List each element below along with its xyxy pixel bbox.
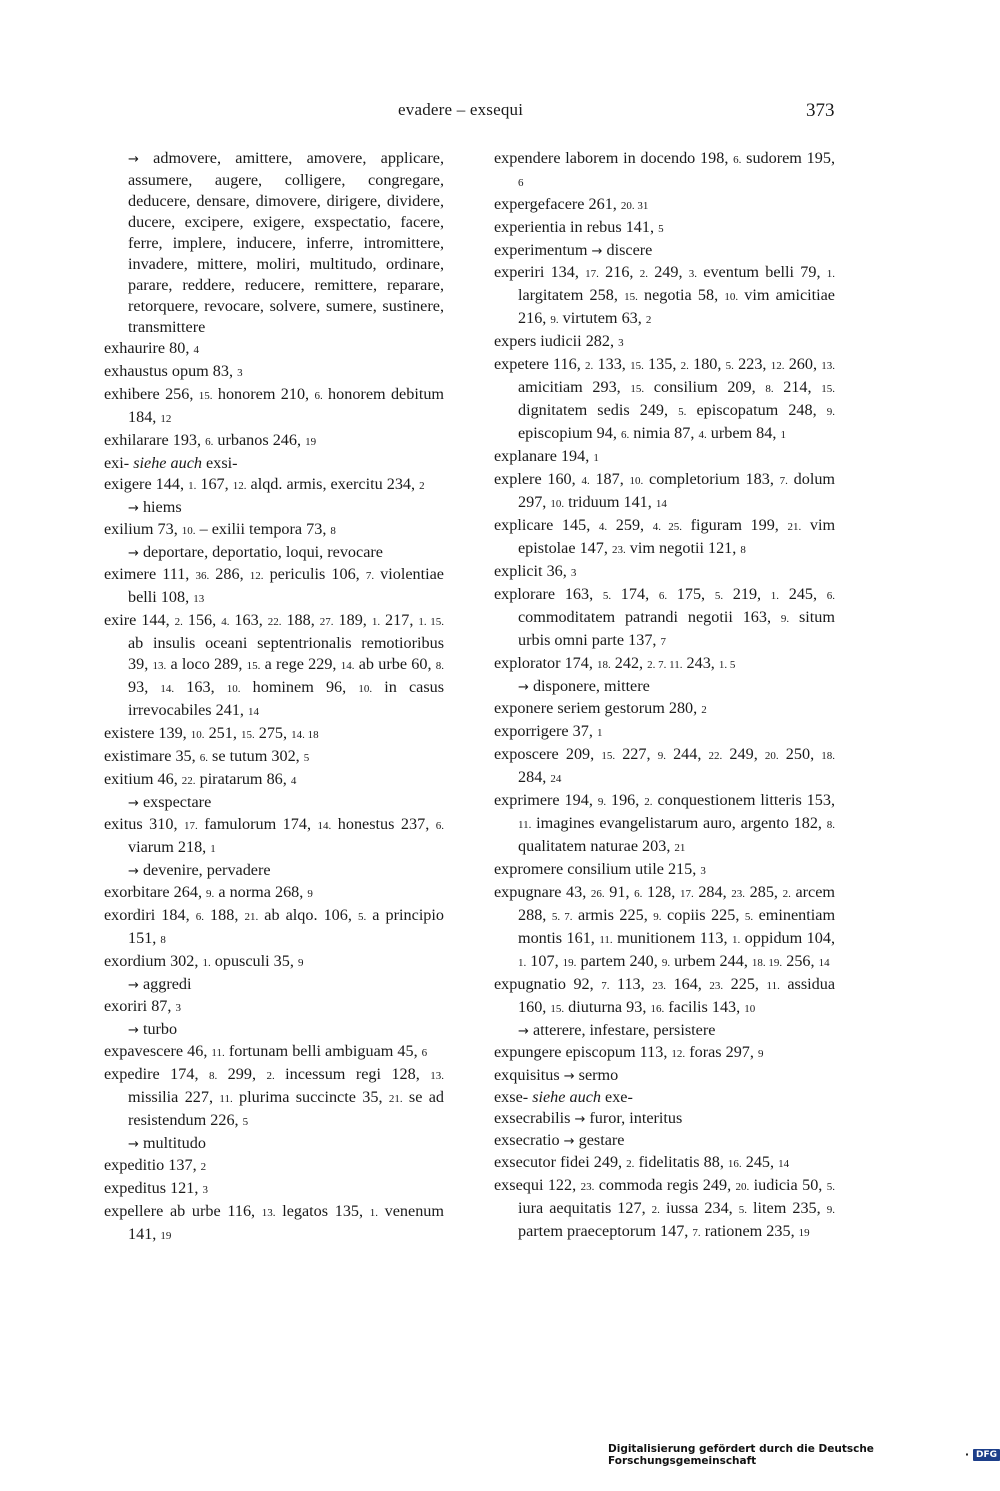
index-entry: exhaustus opum 83, 3 [104,362,243,380]
index-entry: exse- siehe auch exe- [494,1088,633,1106]
index-entry: exigere 144, 1. 167, 12. alqd. armis, exercitu 234, 2 [104,475,425,493]
index-entry: expetere 116, 2. 133, 15. 135, 2. 180, 5. 223, 12. 260, 13. amicitiam 293, 15. consilium 209, 8. 214, 15. dignitatem sedis 249, 5. episcopatum 248, 9. episcopium 94, 6. nimia 87, 4. urbem 84, 1 [494,355,835,442]
running-head: evadere – exsequi [398,100,524,119]
index-entry: expellere ab urbe 116, 13. legatos 135, 1. venenum 141, 19 [104,1202,444,1243]
index-entry: explorator 174, 18. 242, 2. 7. 11. 243, 1. 5 [494,654,736,672]
index-column-left [104,148,444,1247]
index-cross-reference: → hiems [128,498,182,516]
index-entry: expungere episcopum 113, 12. foras 297, 9 [494,1043,764,1061]
index-cross-reference: → devenire, pervadere [128,861,271,879]
index-entry: exitium 46, 22. piratarum 86, 4 [104,770,297,788]
index-cross-reference: → turbo [128,1020,178,1038]
index-entry: expendere laborem in docendo 198, 6. sudorem 195, 6 [494,149,835,189]
index-entry: exponere seriem gestorum 280, 2 [494,699,707,717]
index-entry: expergefacere 261, 20. 31 [494,195,649,213]
index-entry: explicit 36, 3 [494,562,577,580]
index-entry: exporrigere 37, 1 [494,722,603,740]
index-entry: exoriri 87, 3 [104,997,181,1015]
index-entry: exsecratio → gestare [494,1131,625,1149]
index-entry: expromere consilium utile 215, 3 [494,860,706,878]
index-entry: exsecrabilis → furor, interitus [494,1109,683,1127]
index-entry: expugnare 43, 26. 91, 6. 128, 17. 284, 23. 285, 2. arcem 288, 5. 7. armis 225, 9. copiis 225, 5. eminentiam montis 161, 11. munitionem 113, 1. oppidum 104, 1. 107, 19. partem 240, 9. urbem 244, 18. 19. 256, 14 [494,883,836,970]
index-entry: expeditus 121, 3 [104,1179,208,1197]
index-entry: experimentum → discere [494,241,653,259]
index-entry: exordiri 184, 6. 188, 21. ab alqo. 106, 5. a principio 151, 8 [104,906,444,947]
index-cross-reference: → admovere, amittere, amovere, applicare, assumere, augere, colligere, congregare, deducere, densare, dimovere, dirigere, dividere, ducere, excipere, exigere, exspectatio, facere, ferre, implere, inducere, inferre, intromittere, invadere, mittere, moliri, multitudo, ordinare, parare, reddere, reducere, remittere, reparare, retorquere, revocare, solvere, sumere, sustinere, transmittere [128,149,444,336]
index-entry: exilium 73, 10. – exilii tempora 73, 8 [104,520,336,538]
index-cross-reference: → atterere, infestare, persistere [518,1021,716,1039]
footer-text: Digitalisierung gefördert durch die Deutsche Forschungsgemeinschaft [608,1443,874,1467]
index-cross-reference: → deportare, deportatio, loqui, revocare [128,543,383,561]
page-number: 373 [806,100,835,121]
index-entry: existere 139, 10. 251, 15. 275, 14. 18 [104,724,319,742]
index-entry: expavescere 46, 11. fortunam belli ambiguam 45, 6 [104,1042,428,1060]
index-entry: expugnatio 92, 7. 113, 23. 164, 23. 225, 11. assidua 160, 15. diuturna 93, 16. facilis 143, 10 [494,975,836,1016]
index-entry: exquisitus → sermo [494,1066,619,1084]
index-entry: expedire 174, 8. 299, 2. incessum regi 128, 13. missilia 227, 11. plurima succincte 35, 21. se ad resistendum 226, 5 [104,1065,444,1129]
index-entry: explere 160, 4. 187, 10. completorium 183, 7. dolum 297, 10. triduum 141, 14 [494,470,836,511]
index-entry: existimare 35, 6. se tutum 302, 5 [104,747,310,765]
index-entry: exhibere 256, 15. honorem 210, 6. honorem debitum 184, 12 [104,385,445,426]
index-cross-reference: → multitudo [128,1134,206,1152]
index-column-right [494,148,835,1244]
index-entry: exhaurire 80, 4 [104,339,199,357]
index-entry: exhilarare 193, 6. urbanos 246, 19 [104,431,317,449]
index-entry: exprimere 194, 9. 196, 2. conquestionem litteris 153, 11. imagines evangelistarum auro, argento 182, 8. qualitatem naturae 203, 21 [494,791,836,855]
index-entry: explicare 145, 4. 259, 4. 25. figuram 199, 21. vim epistolae 147, 23. vim negotii 121, 8 [494,516,836,557]
index-entry: eximere 111, 36. 286, 12. periculis 106, 7. violentiae belli 108, 13 [104,565,444,606]
index-cross-reference: → exspectare [128,793,212,811]
index-entry: exposcere 209, 15. 227, 9. 244, 22. 249, 20. 250, 18. 284, 24 [494,745,836,786]
dfg-logo: DFG [973,1449,1000,1461]
index-entry: exitus 310, 17. famulorum 174, 14. honestus 237, 6. viarum 218, 1 [104,815,444,856]
index-entry: explanare 194, 1 [494,447,599,465]
index-entry: exordium 302, 1. opusculi 35, 9 [104,952,304,970]
index-entry: exi- siehe auch exsi- [104,454,238,472]
footer-credit: Digitalisierung gefördert durch die Deutsche Forschungsgemeinschaft · DFG [608,1443,1000,1467]
index-entry: exire 144, 2. 156, 4. 163, 22. 188, 27. 189, 1. 217, 1. 15. ab insulis oceani septentrionalis remotioribus 39, 13. a loco 289, 15. a rege 229, 14. ab urbe 60, 8. 93, 14. 163, 10. hominem 96, 10. in casus irrevocabiles 241, 14 [104,611,445,719]
index-entry: expeditio 137, 2 [104,1156,207,1174]
index-entry: experiri 134, 17. 216, 2. 249, 3. eventum belli 79, 1. largitatem 258, 15. negotia 58, 10. vim amicitiae 216, 9. virtutem 63, 2 [494,263,835,327]
index-cross-reference: → disponere, mittere [518,677,650,695]
index-entry: explorare 163, 5. 174, 6. 175, 5. 219, 1. 245, 6. commoditatem patrandi negotii 163, 9. situm urbis omni parte 137, 7 [494,585,836,649]
index-entry: experientia in rebus 141, 5 [494,218,664,236]
index-entry: exorbitare 264, 9. a norma 268, 9 [104,883,313,901]
index-entry: exsequi 122, 23. commoda regis 249, 20. iudicia 50, 5. iura aequitatis 127, 2. iussa 234, 5. litem 235, 9. partem praeceptorum 147, 7. rationem 235, 19 [494,1176,835,1240]
index-entry: expers iudicii 282, 3 [494,332,624,350]
index-entry: exsecutor fidei 249, 2. fidelitatis 88, 16. 245, 14 [494,1153,790,1171]
index-cross-reference: → aggredi [128,975,192,993]
